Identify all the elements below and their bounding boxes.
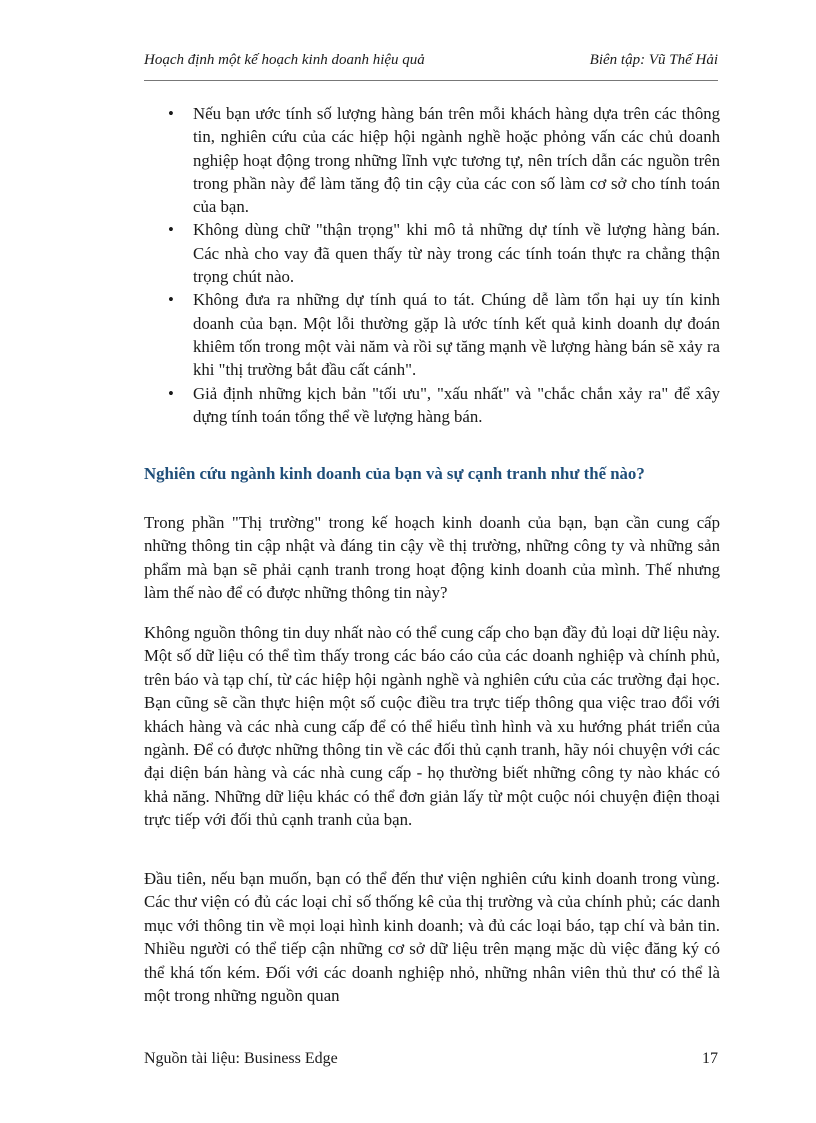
bullet-icon: • (168, 104, 174, 123)
header-title: Hoạch định một kế hoạch kinh doanh hiệu quả (144, 52, 425, 68)
page-number: 17 (702, 1050, 718, 1067)
section-heading: Nghiên cứu ngành kinh doanh của bạn và sự cạnh tranh như thế nào? (144, 464, 645, 483)
paragraph: Trong phần "Thị trường" trong kế hoạch kinh doanh của bạn, bạn cần cung cấp những thông tin cập nhật và đáng tin cậy về thị trường, những công ty và những sản phẩm mà bạn sẽ phải cạnh tranh trong hoạt động kinh doanh của mình. Thế nhưng làm thế nào để có được những thông tin này? (144, 513, 720, 603)
bullet-icon: • (168, 383, 174, 403)
bullet-text: Không dùng chữ "thận trọng" khi mô tả những dự tính về lượng hàng bán. Các nhà cho vay đã quen thấy từ này trong các tính toán thực ra chẳng thận trọng chút nào. (193, 220, 720, 287)
bullet-icon: • (168, 290, 174, 310)
footer-source: Nguồn tài liệu: Business Edge (144, 1050, 338, 1067)
bullet-item (168, 218, 720, 288)
bullet-text: Giả định những kịch bản "tối ưu", "xấu nhất" và "chắc chắn xảy ra" để xây dựng tính toán tổng thể về lượng hàng bán. (193, 383, 720, 426)
paragraph: Không nguồn thông tin duy nhất nào có thể cung cấp cho bạn đầy đủ loại dữ liệu này. Một số dữ liệu có thể tìm thấy trong các báo cáo của các doanh nghiệp và chính phủ, trên báo và tạp chí, từ các hiệp hội ngành nghề và nghiên cứu của các trường đại học. Bạn cũng sẽ cần thực hiện một số cuộc điều tra trực tiếp thông qua việc trao đổi với khách hàng và các nhà cung cấp để có thể hiểu tình hình và xu hướng phát triển của ngành. Để có được những thông tin về các đối thủ cạnh tranh, hãy nói chuyện với các đại diện bán hàng và các nhà cung cấp - họ thường biết những công ty nào khác có khả năng. Những dữ liệu khác có thể đơn giản lấy từ một cuộc nói chuyện điện thoại trực tiếp với đối thủ cạnh tranh của bạn. (144, 623, 720, 830)
header-editor: Biên tập: Vũ Thế Hải (589, 52, 718, 68)
header-divider (144, 80, 718, 81)
bullet-item (168, 382, 720, 429)
bullet-item (168, 102, 720, 218)
page-header (144, 52, 718, 74)
bullet-icon: • (168, 220, 174, 240)
bullet-item (168, 288, 720, 381)
bullet-list (168, 102, 720, 428)
bullet-text: Nếu bạn ước tính số lượng hàng bán trên mỗi khách hàng dựa trên các thông tin, nghiên cứu của các hiệp hội ngành nghề hoặc phỏng vấn các chủ doanh nghiệp hoạt động trong những lĩnh vực tương tự, nên trích dẫn các nguồn trên trong phần này để làm tăng độ tin cậy của các con số làm cơ sở cho tính toán của bạn. (193, 104, 720, 217)
page-footer (144, 1050, 718, 1074)
bullet-text: Không đưa ra những dự tính quá to tát. Chúng dễ làm tổn hại uy tín kinh doanh của bạn. Một lỗi thường gặp là ước tính kết quả kinh doanh dự đoán khiêm tốn trong một vài năm và rồi sự tăng mạnh về lượng hàng bán sẽ xảy ra khi "thị trường bắt đầu cất cánh". (193, 290, 720, 380)
paragraph: Đầu tiên, nếu bạn muốn, bạn có thể đến thư viện nghiên cứu kinh doanh trong vùng. Các thư viện có đủ các loại chỉ số thống kê của thị trường và của chính phủ; các danh mục với thông tin về mọi loại hình kinh doanh; và đủ các loại báo, tạp chí và bản tin. Nhiều người có thể tiếp cận những cơ sở dữ liệu trên mạng mặc dù việc đăng ký có thể khá tốn kém. Đối với các doanh nghiệp nhỏ, những nhân viên thủ thư có thể là một trong những nguồn quan (144, 869, 720, 1006)
